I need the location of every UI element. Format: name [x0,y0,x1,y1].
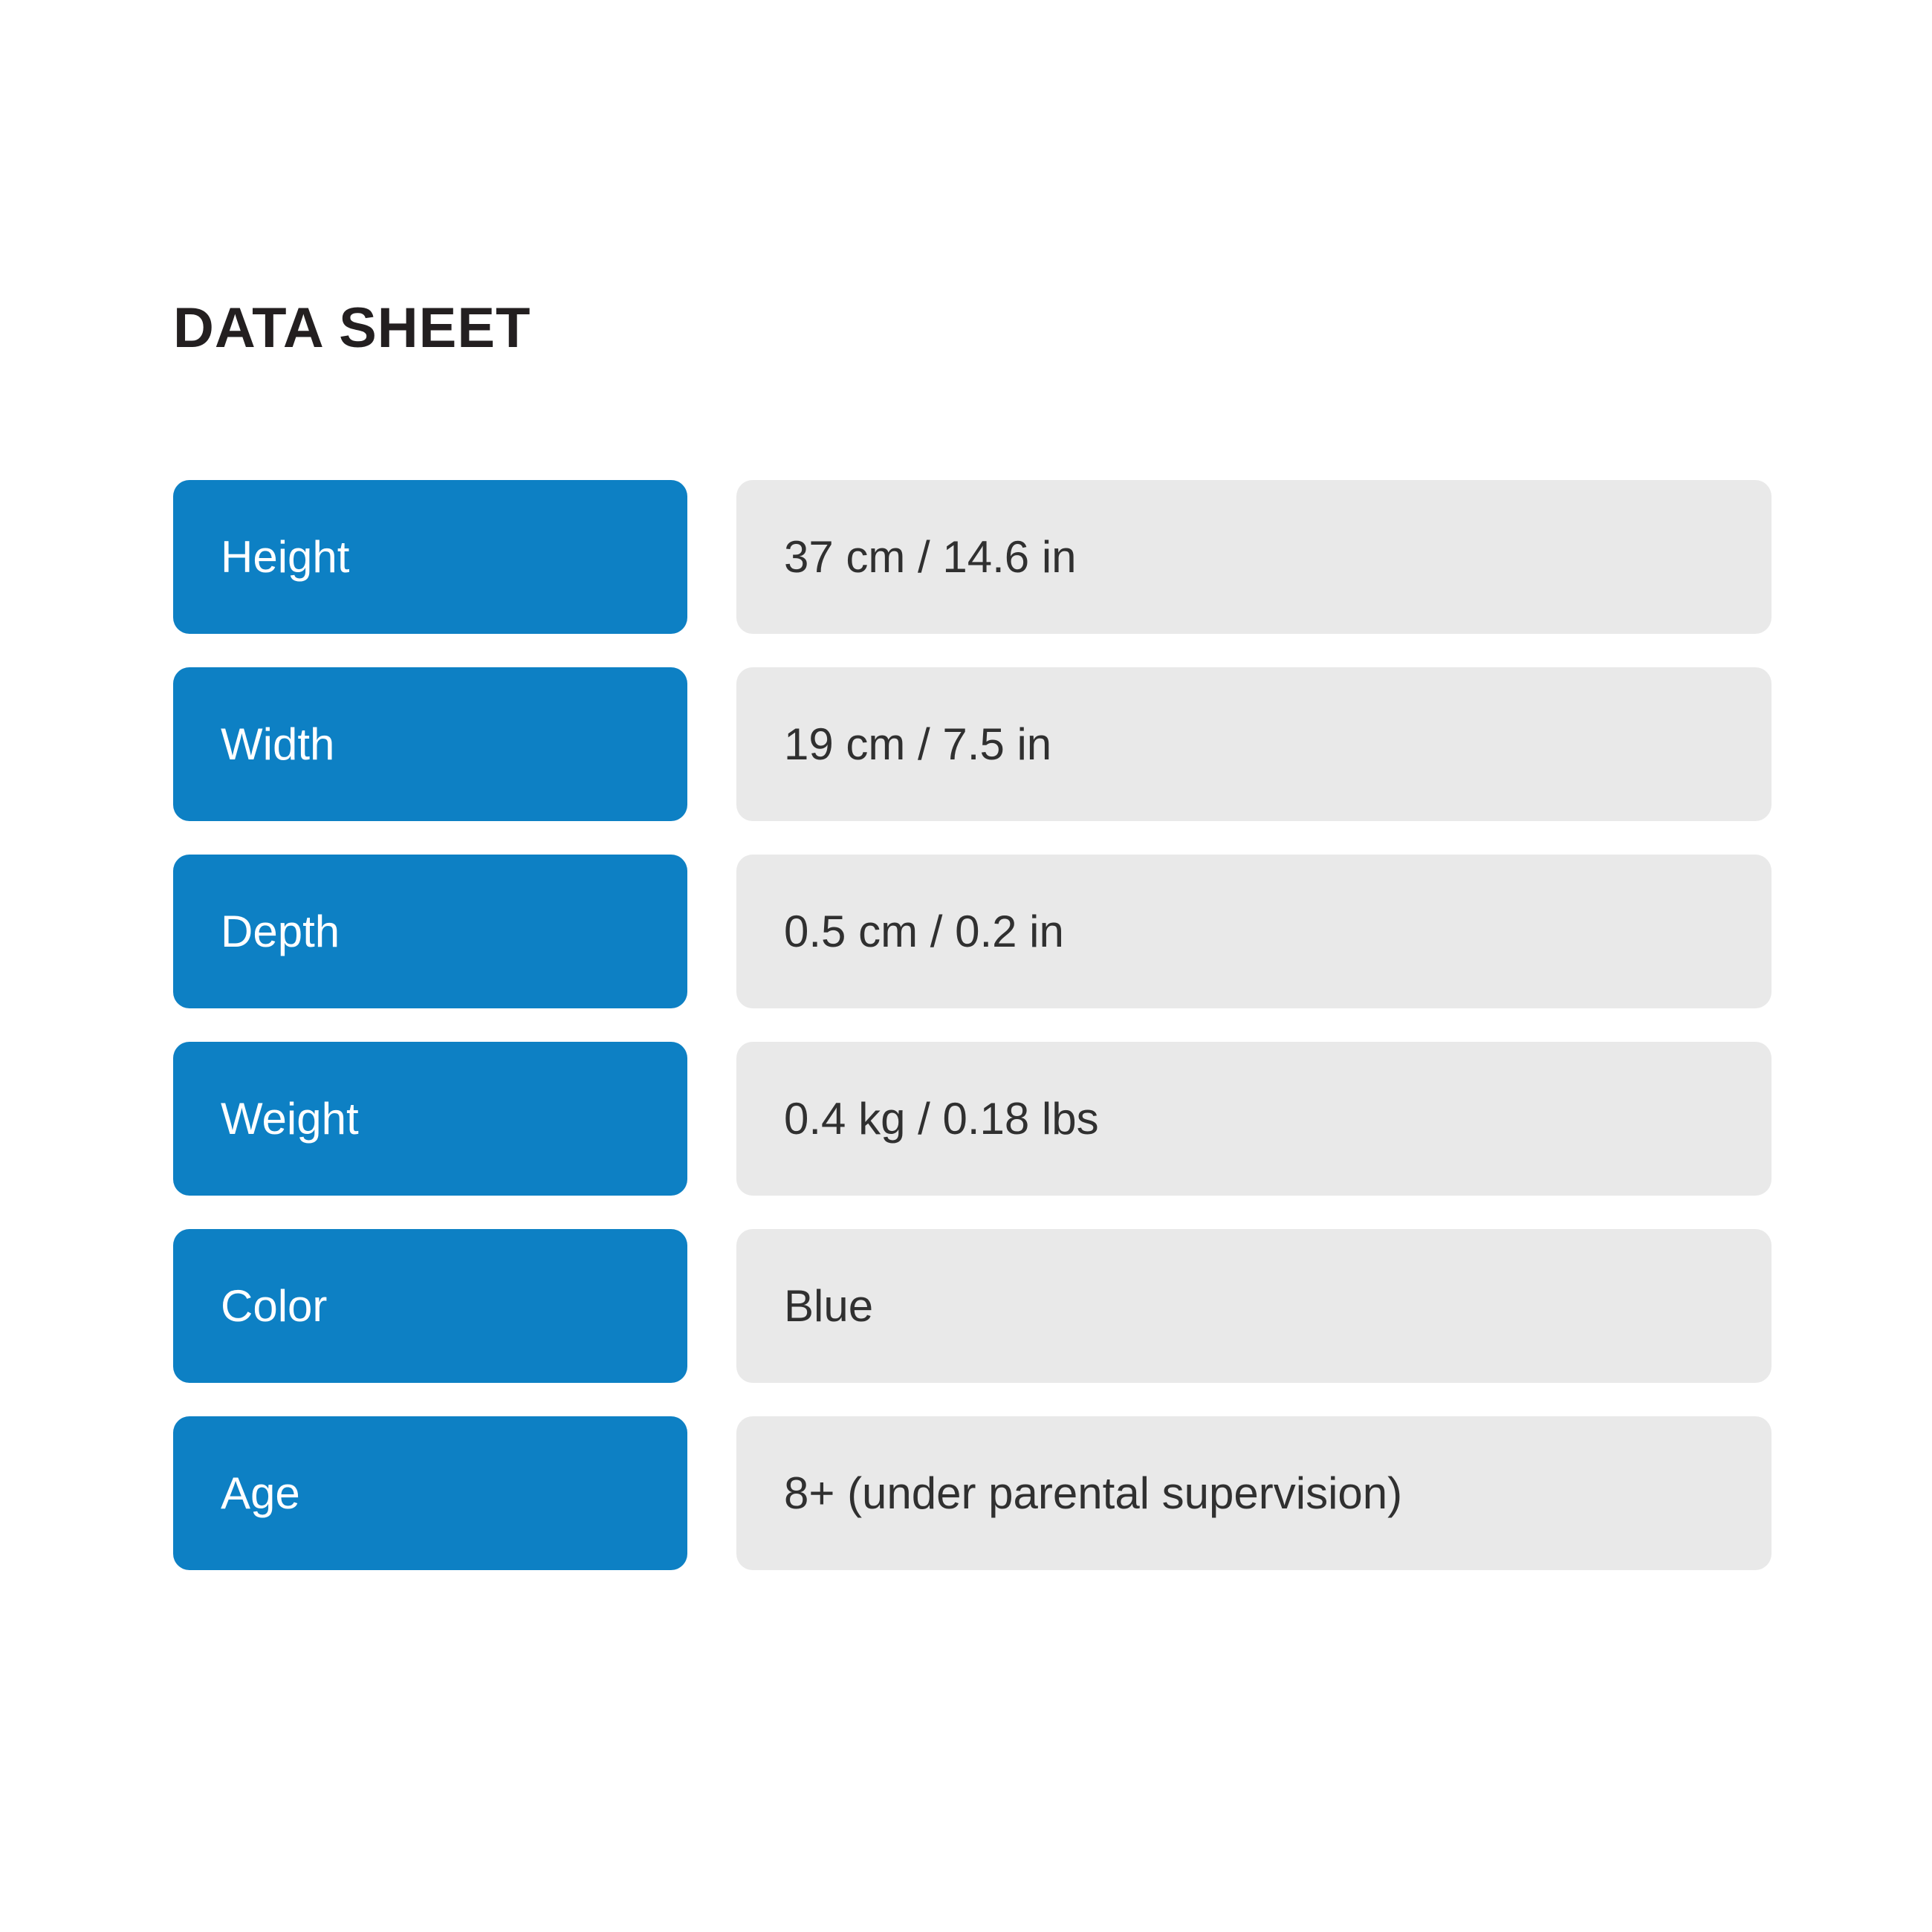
spec-value: Blue [736,1229,1771,1383]
table-row [173,855,1771,1008]
spec-label: Depth [173,855,687,1008]
table-row [173,1416,1771,1570]
table-row [173,667,1771,821]
table-row [173,1042,1771,1196]
spec-table [173,480,1771,1570]
table-row [173,1229,1771,1383]
spec-label: Width [173,667,687,821]
table-row [173,480,1771,634]
spec-value: 0.5 cm / 0.2 in [736,855,1771,1008]
spec-value: 8+ (under parental supervision) [736,1416,1771,1570]
spec-value: 0.4 kg / 0.18 lbs [736,1042,1771,1196]
spec-value: 37 cm / 14.6 in [736,480,1771,634]
spec-label: Age [173,1416,687,1570]
page-title: DATA SHEET [173,296,531,360]
spec-label: Weight [173,1042,687,1196]
data-sheet [173,0,1771,1570]
spec-label: Height [173,480,687,634]
spec-label: Color [173,1229,687,1383]
spec-value: 19 cm / 7.5 in [736,667,1771,821]
